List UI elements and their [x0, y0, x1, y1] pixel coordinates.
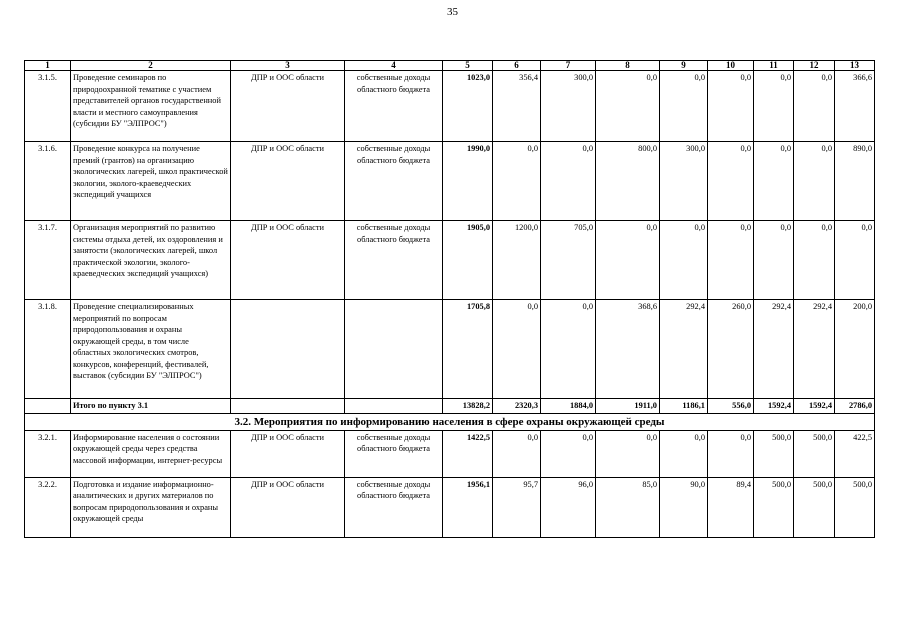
item-value: 96,0: [541, 477, 596, 537]
item-total: 1956,1: [443, 477, 493, 537]
header-row: [25, 61, 875, 71]
item-value: 356,4: [493, 71, 541, 142]
subtotal-total: 13828,2: [443, 399, 493, 414]
table-row: [25, 221, 875, 300]
item-total: 1023,0: [443, 71, 493, 142]
col-header: 2: [71, 61, 231, 71]
section-title: 3.2. Мероприятия по информированию населения в сфере охраны окружающей среды: [25, 413, 875, 430]
item-name: Организация мероприятий по развитию системы отдыха детей, их оздоровления и занятости (экологических лагерей, школ практической экологии, эколого-краеведческих экспедиций учащихся): [71, 221, 231, 300]
subtotal-value: 2786,0: [835, 399, 875, 414]
empty-cell: [231, 399, 345, 414]
page-number: 35: [447, 6, 458, 18]
item-number: 3.2.2.: [25, 477, 71, 537]
col-header: 4: [345, 61, 443, 71]
item-total: 1990,0: [443, 142, 493, 221]
item-value: 0,0: [596, 221, 660, 300]
item-value: 368,6: [596, 300, 660, 399]
item-value: 0,0: [493, 300, 541, 399]
item-executor: ДПР и ООС области: [231, 71, 345, 142]
item-value: 292,4: [754, 300, 794, 399]
item-value: 0,0: [541, 300, 596, 399]
item-source: [345, 300, 443, 399]
col-header: 1: [25, 61, 71, 71]
item-number: 3.2.1.: [25, 430, 71, 477]
item-number: 3.1.8.: [25, 300, 71, 399]
subtotal-value: 2320,3: [493, 399, 541, 414]
item-name: Подготовка и издание информационно-аналитических и других материалов по вопросам природопользования и охраны окружающей среды: [71, 477, 231, 537]
item-value: 0,0: [708, 221, 754, 300]
item-total: 1705,8: [443, 300, 493, 399]
table-row: [25, 477, 875, 537]
item-number: 3.1.6.: [25, 142, 71, 221]
item-executor: ДПР и ООС области: [231, 477, 345, 537]
budget-table: [24, 60, 875, 538]
item-value: 500,0: [754, 430, 794, 477]
item-source: собственные доходы областного бюджета: [345, 221, 443, 300]
table-row: [25, 71, 875, 142]
item-value: 292,4: [660, 300, 708, 399]
empty-cell: [25, 399, 71, 414]
subtotal-label: Итого по пункту 3.1: [71, 399, 231, 414]
col-header: 6: [493, 61, 541, 71]
table-row: [25, 300, 875, 399]
item-value: 1200,0: [493, 221, 541, 300]
item-value: 500,0: [794, 430, 835, 477]
item-value: 0,0: [660, 71, 708, 142]
col-header: 12: [794, 61, 835, 71]
subtotal-value: 1592,4: [794, 399, 835, 414]
item-value: 0,0: [754, 221, 794, 300]
item-value: 0,0: [493, 430, 541, 477]
item-value: 0,0: [835, 221, 875, 300]
col-header: 13: [835, 61, 875, 71]
item-source: собственные доходы областного бюджета: [345, 430, 443, 477]
item-value: 800,0: [596, 142, 660, 221]
item-value: 0,0: [541, 142, 596, 221]
col-header: 3: [231, 61, 345, 71]
item-name: Проведение семинаров по природоохранной тематике с участием представителей органов государственной власти и местного самоуправления (субсидии БУ "ЭЛПРОС"): [71, 71, 231, 142]
item-value: 89,4: [708, 477, 754, 537]
item-value: 260,0: [708, 300, 754, 399]
item-number: 3.1.5.: [25, 71, 71, 142]
subtotal-value: 1884,0: [541, 399, 596, 414]
item-source: собственные доходы областного бюджета: [345, 71, 443, 142]
item-value: 0,0: [708, 430, 754, 477]
col-header: 9: [660, 61, 708, 71]
item-name: Проведение конкурса на получение премий (грантов) на организацию экологических лагерей, школ практической экологии, эколого-краеведческих экспедиций учащихся: [71, 142, 231, 221]
subtotal-value: 1911,0: [596, 399, 660, 414]
item-executor: [231, 300, 345, 399]
item-value: 0,0: [596, 71, 660, 142]
item-value: 422,5: [835, 430, 875, 477]
empty-cell: [345, 399, 443, 414]
table-row: [25, 430, 875, 477]
item-value: 0,0: [754, 71, 794, 142]
item-value: 0,0: [660, 221, 708, 300]
item-source: собственные доходы областного бюджета: [345, 142, 443, 221]
item-source: собственные доходы областного бюджета: [345, 477, 443, 537]
col-header: 5: [443, 61, 493, 71]
item-value: 90,0: [660, 477, 708, 537]
item-value: 0,0: [596, 430, 660, 477]
col-header: 8: [596, 61, 660, 71]
item-name: Информирование населения о состоянии окружающей среды через средства массовой информации, интернет-ресурсы: [71, 430, 231, 477]
item-value: 705,0: [541, 221, 596, 300]
item-number: 3.1.7.: [25, 221, 71, 300]
item-executor: ДПР и ООС области: [231, 142, 345, 221]
item-value: 0,0: [541, 430, 596, 477]
item-executor: ДПР и ООС области: [231, 430, 345, 477]
item-value: 200,0: [835, 300, 875, 399]
col-header: 11: [754, 61, 794, 71]
subtotal-row: [25, 399, 875, 414]
item-value: 366,6: [835, 71, 875, 142]
item-value: 0,0: [708, 142, 754, 221]
subtotal-value: 1592,4: [754, 399, 794, 414]
item-value: 0,0: [754, 142, 794, 221]
subtotal-value: 556,0: [708, 399, 754, 414]
item-value: 0,0: [794, 221, 835, 300]
item-value: 0,0: [660, 430, 708, 477]
item-value: 292,4: [794, 300, 835, 399]
item-value: 300,0: [660, 142, 708, 221]
item-value: 500,0: [754, 477, 794, 537]
section-row: [25, 413, 875, 430]
item-value: 95,7: [493, 477, 541, 537]
item-value: 0,0: [794, 71, 835, 142]
subtotal-value: 1186,1: [660, 399, 708, 414]
item-value: 500,0: [794, 477, 835, 537]
table-row: [25, 142, 875, 221]
item-executor: ДПР и ООС области: [231, 221, 345, 300]
col-header: 10: [708, 61, 754, 71]
item-value: 0,0: [493, 142, 541, 221]
item-value: 890,0: [835, 142, 875, 221]
item-value: 300,0: [541, 71, 596, 142]
item-total: 1422,5: [443, 430, 493, 477]
col-header: 7: [541, 61, 596, 71]
item-name: Проведение специализированных мероприятий по вопросам природопользования и охраны окружающей среды, в том числе областных экологических смотров, конкурсов, конференций, фестивалей, выставок (субсидии БУ "ЭЛПРОС"): [71, 300, 231, 399]
item-value: 0,0: [708, 71, 754, 142]
item-total: 1905,0: [443, 221, 493, 300]
item-value: 500,0: [835, 477, 875, 537]
item-value: 0,0: [794, 142, 835, 221]
item-value: 85,0: [596, 477, 660, 537]
